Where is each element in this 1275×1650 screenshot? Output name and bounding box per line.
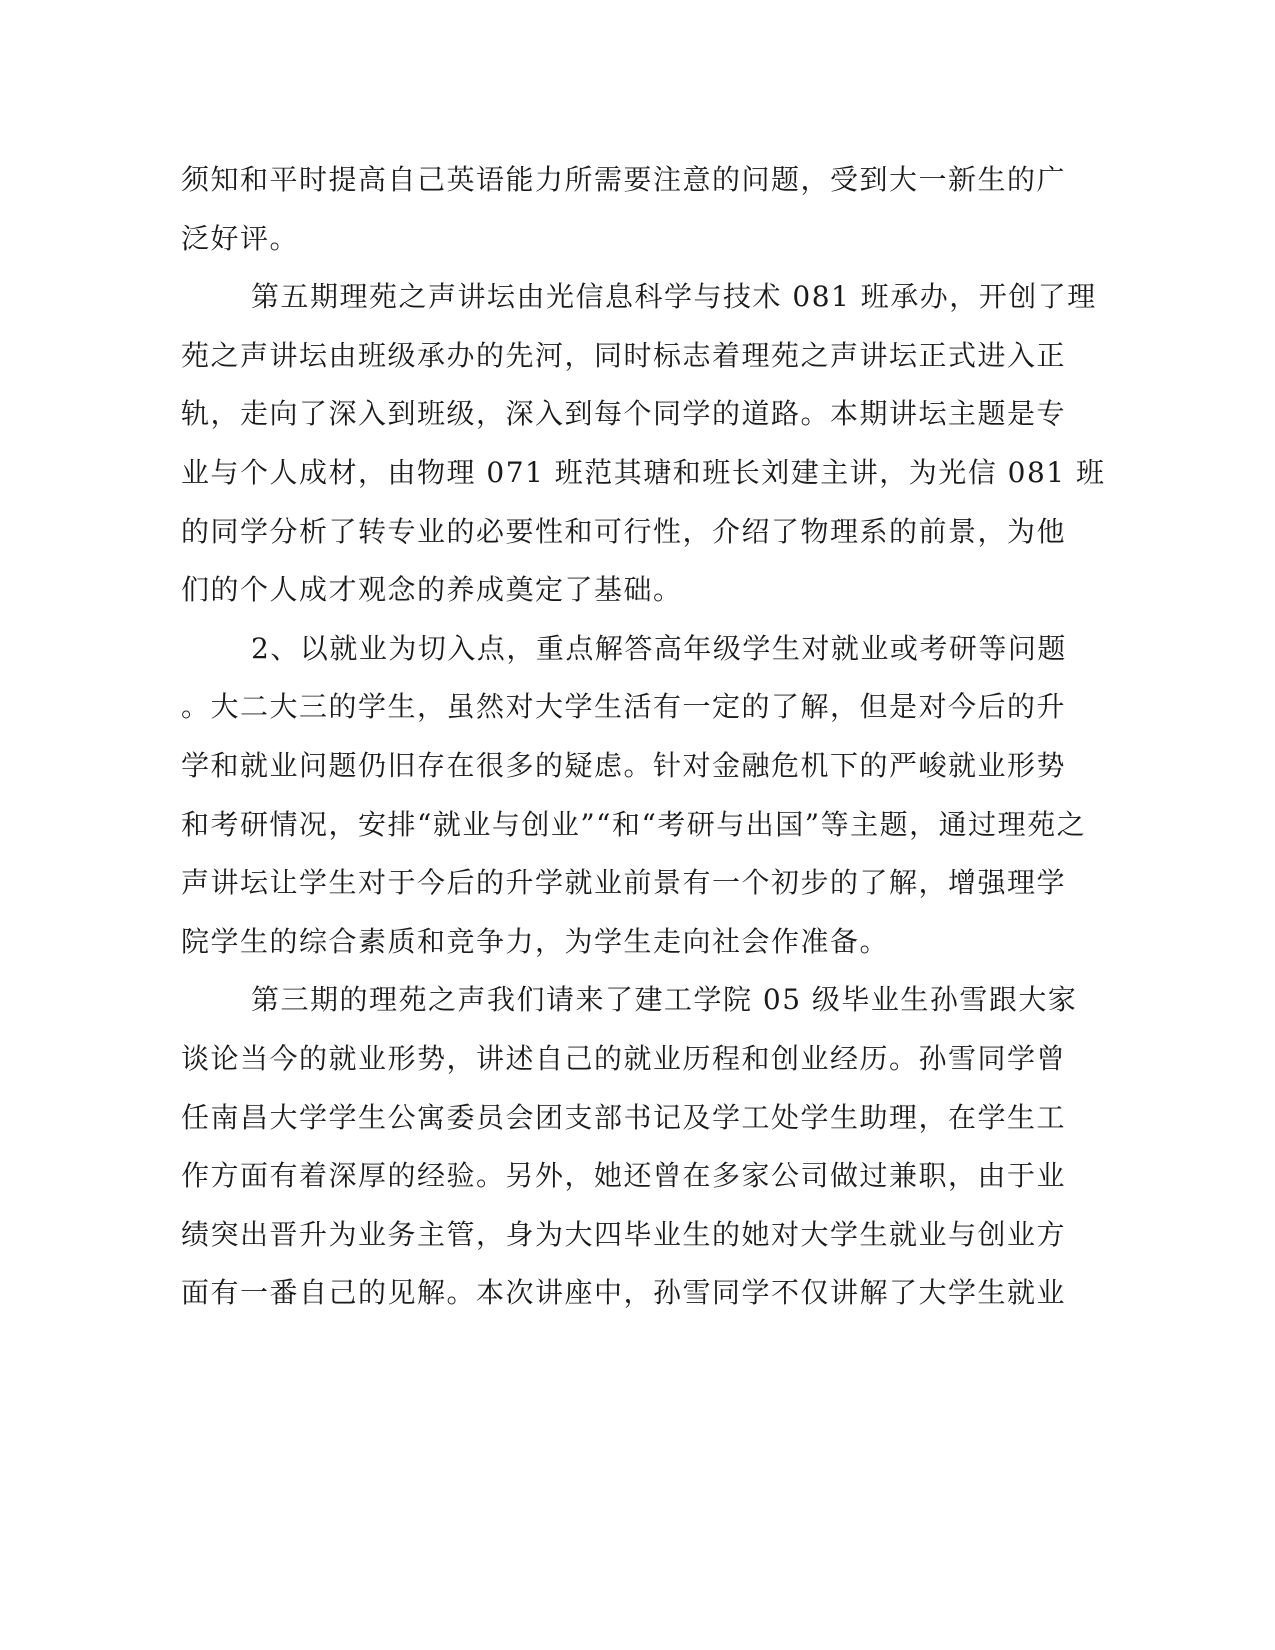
- text-line: 和考研情况，安排“就业与创业”“和“考研与出国”等主题，通过理苑之: [181, 807, 1087, 841]
- text-line: 的同学分析了转专业的必要性和可行性，介绍了物理系的前景，为他: [181, 514, 1067, 548]
- text-line: 任南昌大学学生公寓委员会团支部书记及学工处学生助理，在学生工: [181, 1100, 1067, 1134]
- body-text: [181, 151, 1106, 1323]
- text-line: 苑之声讲坛由班级承办的先河，同时标志着理苑之声讲坛正式进入正: [181, 338, 1067, 372]
- text-line: 业与个人成材，由物理 071 班范其瑭和班长刘建主讲，为光信 081 班: [181, 455, 1106, 489]
- text-line: 院学生的综合素质和竞争力，为学生走向社会作准备。: [181, 924, 890, 958]
- paragraph-start-line: 第五期理苑之声讲坛由光信息科学与技术 081 班承办，开创了理: [251, 280, 1097, 314]
- text-line: 面有一番自己的见解。本次讲座中，孙雪同学不仅讲解了大学生就业: [181, 1276, 1067, 1310]
- text-line: 绩突出晋升为业务主管，身为大四毕业生的她对大学生就业与创业方: [181, 1217, 1067, 1251]
- text-line: 声讲坛让学生对于今后的升学就业前景有一个初步的了解，增强理学: [181, 866, 1067, 900]
- text-line: 谈论当今的就业形势，讲述自己的就业历程和创业经历。孙雪同学曾: [181, 1041, 1067, 1075]
- text-line: 学和就业问题仍旧存在很多的疑虑。针对金融危机下的严峻就业形势: [181, 748, 1067, 782]
- text-line: 泛好评。: [181, 221, 300, 255]
- paragraph-start-line: 第三期的理苑之声我们请来了建工学院 05 级毕业生孙雪跟大家: [251, 983, 1078, 1017]
- paragraph-start-line: 2、以就业为切入点，重点解答高年级学生对就业或考研等问题: [251, 631, 1067, 665]
- text-line: 。大二大三的学生，虽然对大学生活有一定的了解，但是对今后的升: [181, 690, 1067, 724]
- text-line: 们的个人成才观念的养成奠定了基础。: [181, 573, 683, 607]
- text-line: 作方面有着深厚的经验。另外，她还曾在多家公司做过兼职，由于业: [181, 1159, 1067, 1193]
- text-line: 须知和平时提高自己英语能力所需要注意的问题，受到大一新生的广: [181, 163, 1067, 196]
- text-line: 轨，走向了深入到班级，深入到每个同学的道路。本期讲坛主题是专: [181, 397, 1067, 431]
